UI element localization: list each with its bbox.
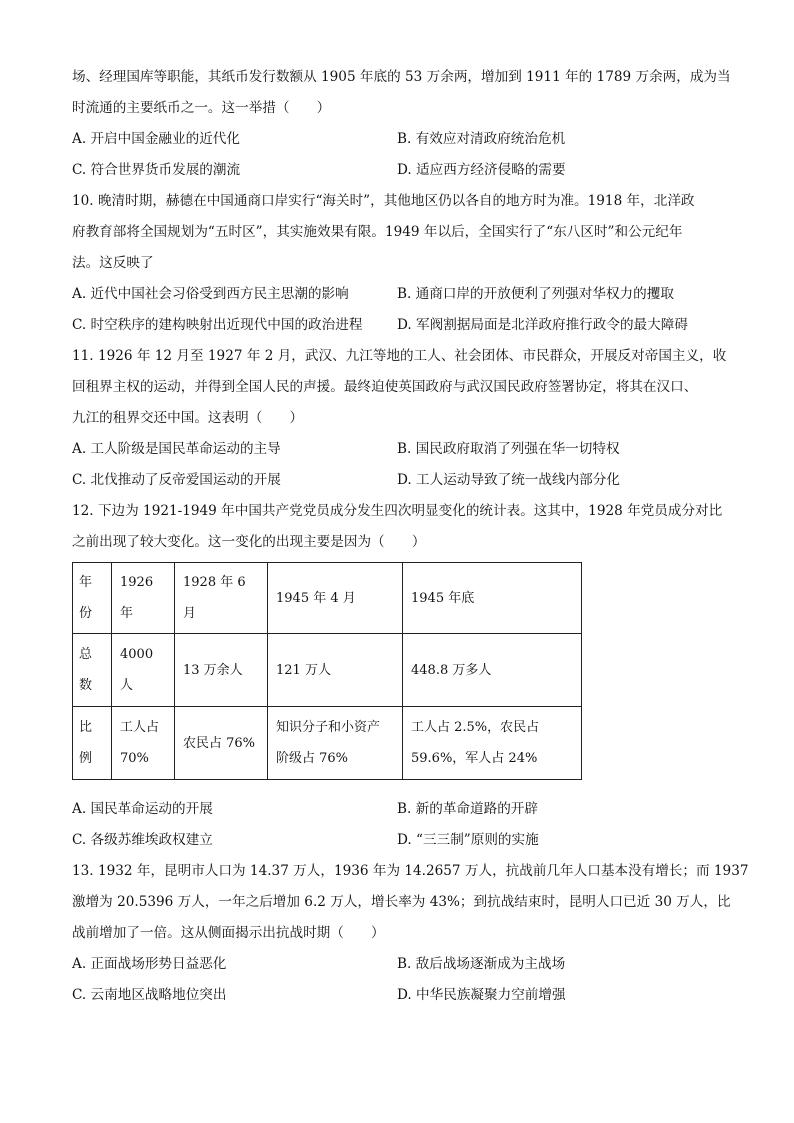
cell-line: 知识分子和小资产 bbox=[276, 720, 381, 735]
q9-option-a[interactable]: A. 开启中国金融业的近代化 bbox=[72, 131, 240, 147]
table-cell bbox=[268, 707, 403, 780]
q11-options-row-1 bbox=[72, 434, 722, 465]
q11-option-b[interactable]: B. 国民政府取消了列强在华一切特权 bbox=[397, 441, 620, 457]
table-row-ratio bbox=[73, 707, 582, 780]
q13-stem-line-3: 战前增加了一倍。这从侧面揭示出抗战时期（ ） bbox=[72, 925, 385, 941]
q13-options-row-2 bbox=[72, 980, 722, 1011]
row-header-total bbox=[73, 634, 112, 707]
table-cell bbox=[112, 707, 175, 780]
row-header-year bbox=[73, 563, 112, 634]
table-cell: 121 万人 bbox=[268, 634, 403, 707]
table-cell: 448.8 万多人 bbox=[403, 634, 582, 707]
q11-option-d[interactable]: D. 工人运动导致了统一战线内部分化 bbox=[397, 472, 620, 488]
row-header-char: 年 bbox=[79, 575, 93, 590]
q13-option-c[interactable]: C. 云南地区战略地位突出 bbox=[72, 987, 227, 1003]
table-row-total bbox=[73, 634, 582, 707]
cell-line: 70% bbox=[120, 751, 149, 766]
row-header-char: 例 bbox=[79, 751, 93, 766]
q10-stem-line-3: 法。这反映了 bbox=[72, 255, 154, 271]
q13-stem-line-2: 激增为 20.5396 万人，一年之后增加 6.2 万人，增长率为 43%；到抗战结束时，昆明人口已近 30 万人，比 bbox=[72, 894, 731, 910]
q11-stem-line-1: 11. 1926 年 12 月至 1927 年 2 月，武汉、九江等地的工人、社会团体、市民群众，开展反对帝国主义，收 bbox=[72, 348, 727, 364]
table-cell: 4000 人 bbox=[112, 634, 175, 707]
exam-page bbox=[72, 62, 749, 1011]
table-cell: 1926 年 bbox=[112, 563, 175, 634]
cell-line: 工人占 2.5%，农民占 bbox=[411, 720, 540, 735]
table-cell bbox=[403, 707, 582, 780]
q10-options-row-2 bbox=[72, 310, 722, 341]
q9-stem-line-1: 场、经理国库等职能，其纸币发行数额从 1905 年底的 53 万余两，增加到 1911 年的 1789 万余两，成为当 bbox=[72, 69, 731, 85]
q9-options-row-2 bbox=[72, 155, 722, 186]
q12-options-row-2 bbox=[72, 825, 722, 856]
q11-stem-line-3: 九江的租界交还中国。这表明（ ） bbox=[72, 410, 304, 426]
table-cell: 13 万余人 bbox=[175, 634, 268, 707]
q10-option-d[interactable]: D. 军阀割据局面是北洋政府推行政令的最大障碍 bbox=[397, 317, 688, 333]
q12-option-b[interactable]: B. 新的革命道路的开辟 bbox=[397, 801, 538, 817]
q9-stem-line-2: 时流通的主要纸币之一。这一举措（ ） bbox=[72, 100, 331, 116]
q10-stem-line-2: 府教育部将全国规划为“五时区”，其实施效果有限。1949 年以后，全国实行了“东八区时”和公元纪年 bbox=[72, 224, 683, 240]
q9-option-c[interactable]: C. 符合世界货币发展的潮流 bbox=[72, 162, 241, 178]
party-membership-table bbox=[72, 562, 582, 780]
cell-line: 59.6%，军人占 24% bbox=[411, 751, 538, 766]
row-header-char: 比 bbox=[79, 720, 93, 735]
cell-line: 工人占 bbox=[120, 720, 160, 735]
q10-option-c[interactable]: C. 时空秩序的建构映射出近现代中国的政治进程 bbox=[72, 317, 363, 333]
table-cell: 1945 年底 bbox=[403, 563, 582, 634]
q10-stem-line-1: 10. 晚清时期，赫德在中国通商口岸实行“海关时”，其他地区仍以各自的地方时为准。1918 年，北洋政 bbox=[72, 193, 695, 209]
q13-option-b[interactable]: B. 敌后战场逐渐成为主战场 bbox=[397, 956, 566, 972]
row-header-ratio bbox=[73, 707, 112, 780]
row-header-char: 数 bbox=[79, 678, 93, 693]
q10-options-row-1 bbox=[72, 279, 722, 310]
table-cell: 农民占 76% bbox=[175, 707, 268, 780]
q13-options-row-1 bbox=[72, 949, 722, 980]
table-cell: 1928 年 6 月 bbox=[175, 563, 268, 634]
q9-option-b[interactable]: B. 有效应对清政府统治危机 bbox=[397, 131, 566, 147]
q11-stem-line-2: 回租界主权的运动，并得到全国人民的声援。最终迫使英国政府与武汉国民政府签署协定，将其在汉口、 bbox=[72, 379, 698, 395]
q10-option-a[interactable]: A. 近代中国社会习俗受到西方民主思潮的影响 bbox=[72, 286, 349, 302]
q9-options-row-1 bbox=[72, 124, 722, 155]
q10-option-b[interactable]: B. 通商口岸的开放便利了列强对华权力的攫取 bbox=[397, 286, 674, 302]
q11-options-row-2 bbox=[72, 465, 722, 496]
q11-option-a[interactable]: A. 工人阶级是国民革命运动的主导 bbox=[72, 441, 281, 457]
q12-stem-line-2: 之前出现了较大变化。这一变化的出现主要是因为（ ） bbox=[72, 534, 426, 550]
q13-option-d[interactable]: D. 中华民族凝聚力空前增强 bbox=[397, 987, 566, 1003]
q12-option-a[interactable]: A. 国民革命运动的开展 bbox=[72, 801, 213, 817]
table-cell: 1945 年 4 月 bbox=[268, 563, 403, 634]
table-row-year bbox=[73, 563, 582, 634]
q12-options-row-1 bbox=[72, 794, 722, 825]
q12-option-d[interactable]: D. “三三制”原则的实施 bbox=[397, 832, 539, 848]
row-header-char: 总 bbox=[79, 647, 93, 662]
q9-option-d[interactable]: D. 适应西方经济侵略的需要 bbox=[397, 162, 566, 178]
row-header-char: 份 bbox=[79, 606, 93, 621]
q12-stem-line-1: 12. 下边为 1921-1949 年中国共产党党员成分发生四次明显变化的统计表。这其中，1928 年党员成分对比 bbox=[72, 503, 723, 519]
q13-stem-line-1: 13. 1932 年，昆明市人口为 14.37 万人，1936 年为 14.2657 万人，抗战前几年人口基本没有增长；而 1937 bbox=[72, 863, 749, 879]
q11-option-c[interactable]: C. 北伐推动了反帝爱国运动的开展 bbox=[72, 472, 281, 488]
q12-option-c[interactable]: C. 各级苏维埃政权建立 bbox=[72, 832, 213, 848]
cell-line: 阶级占 76% bbox=[276, 751, 349, 766]
q13-option-a[interactable]: A. 正面战场形势日益恶化 bbox=[72, 956, 227, 972]
